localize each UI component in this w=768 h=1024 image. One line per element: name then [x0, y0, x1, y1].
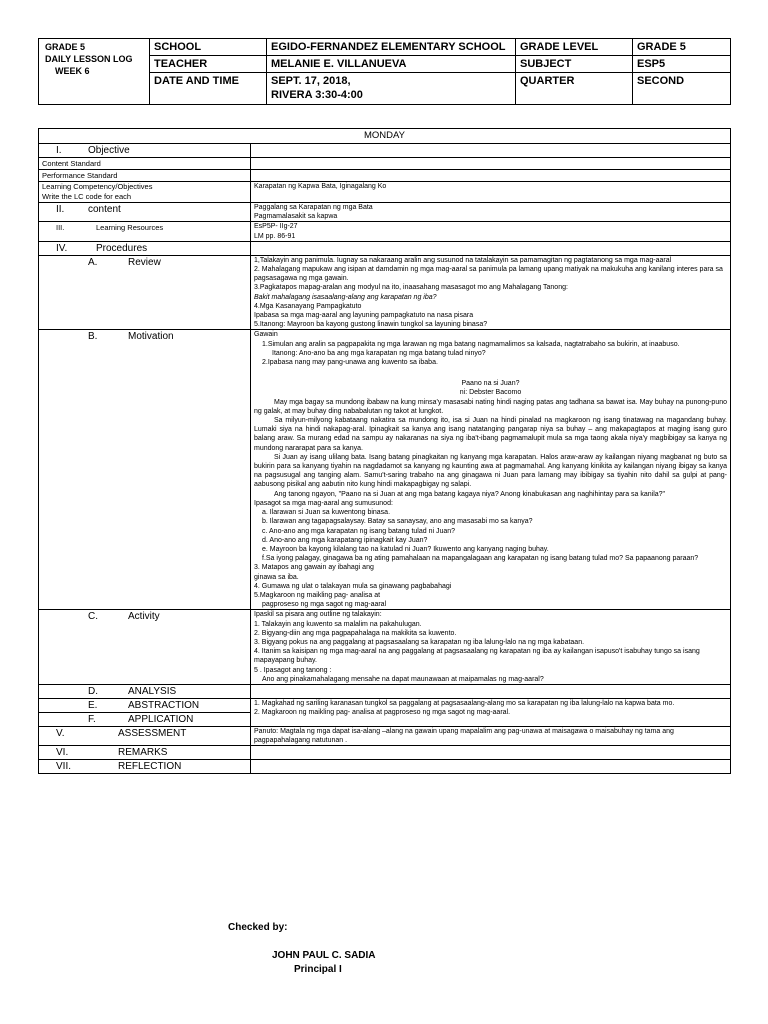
content-value: [251, 203, 731, 222]
story-paragraph-4: Ang tanong ngayon, "Paano na si Juan at ang mga batang kagaya niya? Anong kinabukasan ang naghihintay para sa kanila?": [274, 490, 666, 498]
grade-label: GRADE 5: [45, 42, 86, 52]
motivation-line-3: Itanong: Ano-ano ba ang mga karapatan ng mga batang tulad ninyo?: [272, 349, 486, 357]
procedures-value: [251, 241, 731, 255]
activity-line-3: 2. Bigyang-diin ang mga pagpapahalaga na makikita sa kuwento.: [254, 629, 457, 637]
objective-label: [39, 144, 251, 158]
analysis-letter: D.: [88, 685, 98, 697]
question-c: c. Ano-ano ang mga karapatan ng isang batang tulad ni Juan?: [262, 527, 456, 535]
abstraction-application-value: [251, 698, 731, 726]
remarks-label: [39, 746, 251, 760]
motivation-line-4: 2.Ipabasa nang may pang-unawa ang kuwento sa ibaba.: [262, 359, 438, 367]
school-value: EGIDO-FERNANDEZ ELEMENTARY SCHOOL: [267, 39, 516, 56]
application-text: APPLICATION: [128, 713, 194, 725]
motivation-tail-10: 4. Gumawa ng ulat o talakayan mula sa ginawang pagbabahagi: [254, 582, 452, 590]
objective-num: I.: [56, 145, 62, 156]
activity-line-2: 1. Talakayin ang kuwento sa malalim na pakahulugan.: [254, 620, 422, 628]
analysis-value: [251, 684, 731, 698]
day-header: MONDAY: [39, 129, 731, 144]
question-a: a. Ilarawan si Juan sa kuwentong binasa.: [262, 509, 391, 517]
teacher-label: TEACHER: [150, 56, 267, 73]
teacher-value: MELANIE E. VILLANUEVA: [267, 56, 516, 73]
content-standard-value: [251, 158, 731, 170]
motivation-tail-1: Ipasagot sa mga mag-aaral ang sumusunod:: [254, 499, 393, 507]
activity-label: [39, 610, 251, 685]
motivation-tail-9: ginawa sa iba.: [254, 573, 299, 581]
reflection-label: [39, 760, 251, 774]
objective-value: [251, 144, 731, 158]
competency-line1: Learning Competency/Objectives: [42, 182, 153, 191]
motivation-letter: B.: [88, 331, 98, 343]
application-letter: F.: [88, 713, 96, 725]
motivation-tail-12: pagproseso ng mga sagot ng mag-aaral: [262, 601, 387, 609]
date-value-line1: SEPT. 17, 2018,: [271, 75, 351, 87]
school-label: SCHOOL: [150, 39, 267, 56]
week-label: WEEK 6: [55, 66, 90, 76]
abstraction-value: 1. Magkahad ng sariling karanasan tungkol sa paggalang at pagsasaalang-alang mo sa karapatan ng iba lalung-lalo na kapwa bata mo.: [254, 699, 675, 707]
review-text: Review: [128, 256, 161, 268]
story-title: Paano na si Juan?: [461, 380, 520, 388]
quarter-value: SECOND: [633, 73, 731, 105]
content-num: II.: [56, 204, 65, 215]
abstraction-text: ABSTRACTION: [128, 699, 200, 711]
abstraction-letter: E.: [88, 699, 98, 711]
motivation-line-1: Gawain: [254, 331, 278, 339]
activity-line-5: 4. Itanim sa kaisipan ng mga mag-aaral na ang paggalang at pagsasaalang ng karapatan ng iba ay kailangan isapuso't isabuhay tungo sa isang mapayapang buhay.: [254, 648, 700, 665]
analysis-label: [39, 684, 251, 698]
performance-standard-value: [251, 170, 731, 182]
procedures-text: Procedures: [96, 242, 148, 254]
date-value-line2: RIVERA 3:30-4:00: [271, 89, 363, 101]
question-d: d. Ano-ano ang mga karapatang ipinagkait kay Juan?: [262, 536, 428, 544]
review-line-4: Bakit mahalagang isasaalang-alang ang karapatan ng iba?: [254, 293, 437, 301]
activity-line-4: 3. Bigyang pokus na ang paggalang at pagsasaalang sa karapatan ng iba lalung-lalo na ng mga kabataan.: [254, 638, 585, 646]
assessment-text: ASSESSMENT: [118, 727, 187, 739]
review-line-3: 3.Pagkatapos mapag-aralan ang modyul na ito, inaasahang masasagot mo ang Mahalagang Tanong:: [254, 284, 568, 292]
reflection-text: REFLECTION: [118, 761, 182, 773]
objective-text: Objective: [88, 145, 130, 156]
story-author: ni: Debster Bacomo: [459, 389, 522, 397]
principal-name: JOHN PAUL C. SADIA: [272, 950, 376, 961]
grade-level-label: GRADE LEVEL: [516, 39, 633, 56]
question-f: f.Sa iyong palagay, ginagawa ba ng ating pamahalaan na mapangalagaan ang karapatan ng isang batang tulad mo? Sa papaanong paraan?: [262, 555, 699, 563]
resources-label: [39, 222, 251, 241]
review-letter: A.: [88, 256, 98, 268]
reflection-num: VII.: [56, 761, 72, 773]
remarks-num: VI.: [56, 747, 69, 759]
assessment-num: V.: [56, 727, 65, 739]
procedures-num: IV.: [56, 242, 68, 254]
question-b: b. Ilarawan ang tagapagsalaysay. Batay sa sanaysay, ano ang masasabi mo sa kanya?: [262, 518, 533, 526]
resources-num: III.: [56, 223, 65, 233]
content-standard-label: Content Standard: [39, 158, 251, 170]
review-line-7: 5.Itanong: Mayroon ba kayong gustong linawin tungkol sa layuning binasa?: [254, 321, 488, 329]
activity-text: Activity: [128, 611, 160, 623]
assessment-value: Panuto: Magtala ng mga dapat isa-alang –alang na gawain upang mapalalim ang pag-unawa at maisagawa o maisabuhay ng tama ang pagpapahalagang natutunan .: [251, 726, 731, 745]
resources-text: Learning Resources: [96, 223, 164, 233]
competency-line2: Write the LC code for each: [42, 192, 132, 201]
grade-block: [39, 39, 150, 105]
application-label: [39, 712, 251, 726]
quarter-label: QUARTER: [516, 73, 633, 105]
resources-value: [251, 222, 731, 241]
content-label: [39, 203, 251, 222]
daily-lesson-log-label: DAILY LESSON LOG: [45, 54, 133, 64]
resources-code: EsP5P- IIg-27: [254, 223, 298, 231]
competency-label: [39, 182, 251, 203]
assessment-label: [39, 726, 251, 745]
motivation-tail-8: 3. Matapos ang gawain ay ibahagi ang: [254, 564, 374, 572]
analysis-text: ANALYSIS: [128, 685, 177, 697]
activity-letter: C.: [88, 611, 98, 623]
motivation-line-2: 1.Simulan ang aralin sa pagpapakita ng mga larawan ng mga batang nagmamalimos sa kalsada, nagtatrabaho sa bukirin, at inaabuso.: [262, 340, 680, 348]
activity-content: [251, 610, 731, 685]
resources-pages: LM pp. 86-91: [254, 232, 296, 240]
motivation-content: [251, 330, 731, 610]
content-value-line2: Pagmamalasakit sa kapwa: [254, 213, 338, 221]
date-value: [267, 73, 516, 105]
motivation-tail-11: 5.Magkaroon ng maikling pag- analisa at: [254, 591, 381, 599]
principal-title: Principal I: [294, 964, 342, 975]
performance-standard-label: Performance Standard: [39, 170, 251, 182]
activity-line-7: Ano ang pinakamahalagang mensahe na dapat maunawaan at maipamalas ng mag-aaral?: [262, 675, 544, 683]
review-line-1: 1,Talakayin ang panimula. Iugnay sa nakaraang aralin ang susunod na tatalakayin sa pamamagitan ng pagtatanong sa mga mag-aaral: [254, 256, 672, 264]
application-value: 2. Magkaroon ng maikling pag- analisa at pagproseso ng mga sagot ng mag-aaral.: [254, 709, 511, 717]
procedures-label: [39, 241, 251, 255]
remarks-text: REMARKS: [118, 747, 168, 759]
story-paragraph-3: Si Juan ay isang ulilang bata. Isang batang pinagkaitan ng kanyang mga karapatan. Halos araw-araw ay kailangan niyang magbanat ng buto sa bukirin para sa kanyang tiyahin na nagdadamot sa kanyang ng kaunting awa at pagmamahal. Ang kanyang kinikita ay kailangan niyang ibigay sa kanya na pagsusugal ang tanging alam. Samu't-saring trabaho na ang ginagawa ni Juan para lamang may ibibigay sa tiyahin nito dahil sa gulpi at pang-aabusong pisikal ang aabutin nito kung hindi makapagbigay ng salapi.: [254, 453, 727, 489]
review-label: [39, 255, 251, 330]
header-table: [38, 38, 731, 105]
motivation-label: [39, 330, 251, 610]
content-text: content: [88, 204, 121, 215]
review-content: [251, 255, 731, 330]
reflection-value: [251, 760, 731, 774]
grade-level-value: GRADE 5: [633, 39, 731, 56]
abstraction-label: [39, 698, 251, 712]
question-e: e. Mayroon ba kayong kilalang tao na katulad ni Juan? Ikuwento ang kanyang naging buhay.: [262, 545, 549, 553]
lesson-table: [38, 128, 731, 774]
activity-line-6: 5 . Ipasagot ang tanong :: [254, 666, 332, 674]
activity-line-1: Ipaskil sa pisara ang outline ng talakayin:: [254, 611, 382, 619]
subject-label: SUBJECT: [516, 56, 633, 73]
story-paragraph-1: May mga bagay sa mundong ibabaw na kung minsa'y masasabi nating hindi naging patas ang tadhana sa bawat isa. May buhay na punong-puno ng galak, at may buhay ding nababalutan ng takot at lungkot.: [254, 398, 727, 415]
story-paragraph-2: Sa milyun-milyong kabataang nakatira sa mundong ito, isa si Juan na hindi pinalad na magkaroon ng isang tinatawag na magandang buhay. Lumaki siya na hindi nakapag-aral. Ipinagkait sa kanya ang isang natatanging pangarap niya sa buhay – ang makapagtapos at maging isang guro balang araw. Sa murang edad na sampu ay nakaranas na siya ng iba't-ibang pagmamalupit mula sa mga taong akala niya'y magbibigay sa kanya ng mundong nararapat para sa kanya.: [254, 417, 727, 452]
date-label: DATE AND TIME: [150, 73, 267, 105]
review-line-6: Ipabasa sa mga mag-aaral ang layuning pampagkatuto na nasa pisara: [254, 312, 474, 320]
motivation-text: Motivation: [128, 331, 174, 343]
checked-by-label: Checked by:: [228, 922, 288, 933]
remarks-value: [251, 746, 731, 760]
subject-value: ESP5: [633, 56, 731, 73]
competency-value: Karapatan ng Kapwa Bata, Iginagalang Ko: [251, 182, 731, 203]
review-line-2: 2. Mahalagang mapukaw ang isipan at damdamin ng mga mag-aaral sa panimula pa lamang upang matiyak na makukuha ang kanilang interes para sa pagsasagawa ng mga gawain.: [254, 266, 723, 283]
content-value-line1: Paggalang sa Karapatan ng mga Bata: [254, 204, 373, 211]
review-line-5: 4.Mga Kasanayang Pampagkatuto: [254, 302, 362, 310]
